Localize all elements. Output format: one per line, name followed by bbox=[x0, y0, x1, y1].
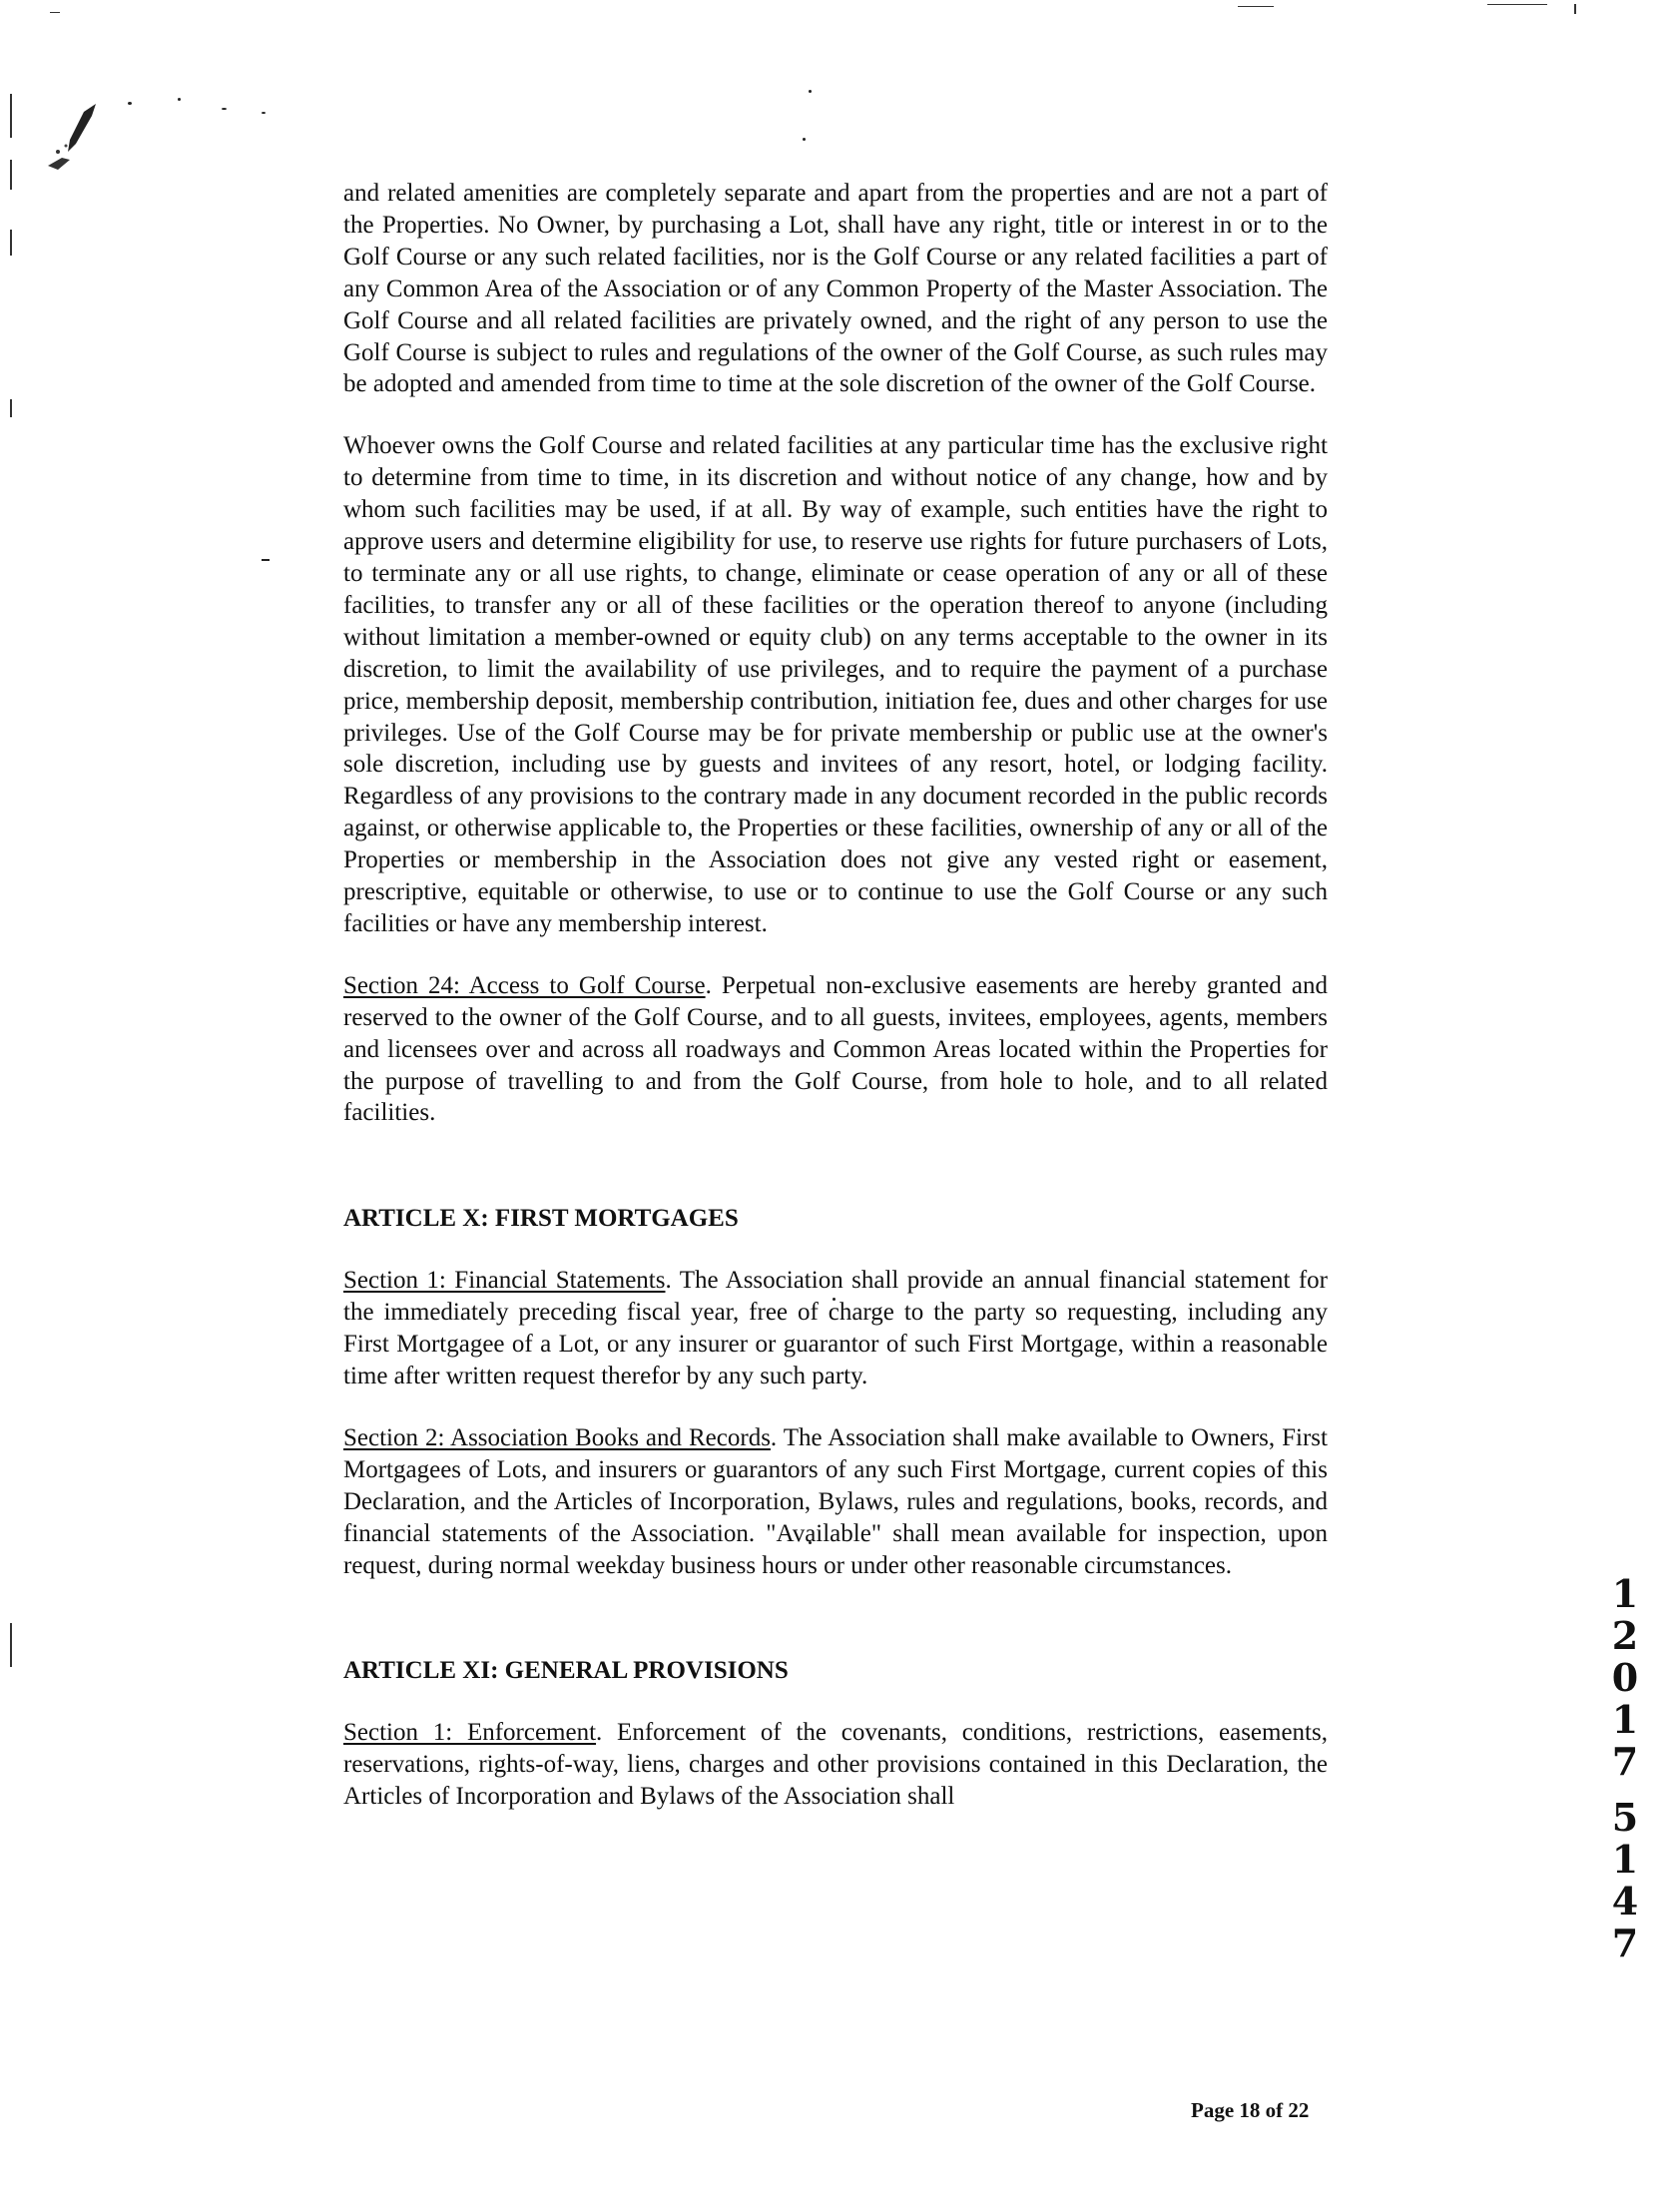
scan-speck bbox=[809, 90, 812, 93]
scan-speck bbox=[222, 108, 227, 110]
scan-mark bbox=[10, 399, 12, 417]
scan-speck bbox=[262, 112, 266, 114]
section-1-body: . The Association shall provide an annual financial statement for the immediately preceding fiscal year, free of charge to the party so requesting, including any First Mortgagee of a Lot, or any insurer or guarantor of such First Mortgage, within a reasonable time after written request therefor by any such party. bbox=[343, 1267, 1328, 1389]
section-2-title: Section 2: Association Books and Records bbox=[343, 1423, 771, 1451]
stamp-digit: 5 bbox=[1611, 1795, 1639, 1840]
section-2-body: . The Association shall make available to Owners, First Mortgagees of Lots, and insurers or guarantors of any such First Mortgage, current copies of this Declaration, and the Articles of Incorporation, Bylaws, rules and regulations, books, records, and financial statements of the Association. "Available" shall mean available for inspection, upon request, during normal weekday business hours or under other reasonable circumstances. bbox=[343, 1423, 1328, 1579]
stamp-digit: 2 bbox=[1611, 1613, 1639, 1658]
paragraph-golf-course-rights: Whoever owns the Golf Course and related facilities at any particular time has the exclusive right to determine from time to time, in its discretion and without notice of any change, how and by whom such facilities may be used, if at all. By way of example, such entities have the right to approve users and determine eligibility for use, to reserve use rights for future purchasers of Lots, to terminate any or all use rights, to change, eliminate or cease operation of any or all of these facilities, to transfer any or all of these facilities or the operation thereof to anyone (including without limitation a member-owned or equity club) on any terms acceptable to the owner in its discretion, to limit the availability of use privileges, and to require the payment of a purchase price, membership deposit, membership contribution, initiation fee, dues and other charges for use privileges. Use of the Golf Course may be for private membership or public use at the owner's sole discretion, including use by guests and invitees of any resort, hotel, or lodging facility. Regardless of any provisions to the contrary made in any document recorded in the public records against, or otherwise applicable to, the Properties or these facilities, ownership of any or all of the Properties or membership in the Association does not give any vested right or easement, prescriptive, equitable or otherwise, to use or to continue to use the Golf Course or any such facilities or have any membership interest. bbox=[343, 432, 1328, 937]
section-24-title: Section 24: Access to Golf Course bbox=[343, 971, 706, 999]
scan-mark bbox=[1574, 4, 1576, 14]
scan-mark bbox=[10, 94, 12, 138]
scan-mark bbox=[10, 1623, 12, 1667]
section-2-books-records bbox=[343, 1422, 1328, 1582]
stamp-digit: 7 bbox=[1611, 1921, 1639, 1965]
stamp-digit: 1 bbox=[1611, 1571, 1639, 1616]
recording-stamp-number bbox=[1605, 1573, 1645, 1964]
page-number-footer: Page 18 of 22 bbox=[1191, 2098, 1310, 2122]
section-24-access bbox=[343, 970, 1328, 1130]
stamp-digit: 1 bbox=[1611, 1697, 1639, 1742]
scan-mark bbox=[10, 230, 12, 256]
scan-mark bbox=[1487, 4, 1547, 5]
scan-speck bbox=[128, 102, 132, 105]
scan-speck bbox=[262, 559, 270, 561]
article-10-heading: ARTICLE X: FIRST MORTGAGES bbox=[343, 1205, 739, 1233]
stamp-digit: 0 bbox=[1611, 1655, 1639, 1700]
section-1-title: Section 1: Financial Statements bbox=[343, 1267, 666, 1295]
section-24-body: . Perpetual non-exclusive easements are hereby granted and reserved to the owner of the Golf Course, and to all guests, invitees, employees, agents, members and licensees over and across all roadways and Common Areas located within the Properties for the purpose of travelling to and from the Golf Course, from hole to hole, and to all related facilities. bbox=[343, 971, 1328, 1127]
section-1-enforcement bbox=[343, 1717, 1328, 1813]
section-1-enforcement-title: Section 1: Enforcement bbox=[343, 1719, 597, 1747]
section-1-financial-statements bbox=[343, 1265, 1328, 1392]
stamp-digit: 7 bbox=[1611, 1739, 1639, 1784]
scan-speck bbox=[803, 138, 806, 141]
section-1-enforcement-body: . Enforcement of the covenants, conditions, restrictions, easements, reservations, rights-of-way, liens, charges and other provisions contained in this Declaration, the Articles of Incorporation and Bylaws of the Association shall bbox=[343, 1719, 1328, 1811]
article-11-heading: ARTICLE XI: GENERAL PROVISIONS bbox=[343, 1657, 789, 1685]
stamp-digit: 4 bbox=[1611, 1879, 1639, 1924]
scan-mark bbox=[1238, 6, 1274, 7]
paragraph-golf-course-separate: and related amenities are completely separate and apart from the properties and are not a part of the Properties. No Owner, by purchasing a Lot, shall have any right, title or interest in or to the Golf Course or any such related facilities, nor is the Golf Course or any related facilities a part of any Common Area of the Association or of any Common Property of the Master Association. The Golf Course and all related facilities are privately owned, and the right of any person to use the Golf Course is subject to rules and regulations of the owner of the Golf Course, as such rules may be adopted and amended from time to time at the sole discretion of the owner of the Golf Course. bbox=[343, 180, 1328, 398]
scan-mark bbox=[50, 12, 60, 13]
document-body bbox=[343, 178, 1328, 1813]
scan-mark bbox=[10, 160, 12, 190]
stamp-digit: 1 bbox=[1611, 1837, 1639, 1882]
scan-speck bbox=[178, 98, 181, 101]
scan-smudge bbox=[40, 100, 120, 180]
